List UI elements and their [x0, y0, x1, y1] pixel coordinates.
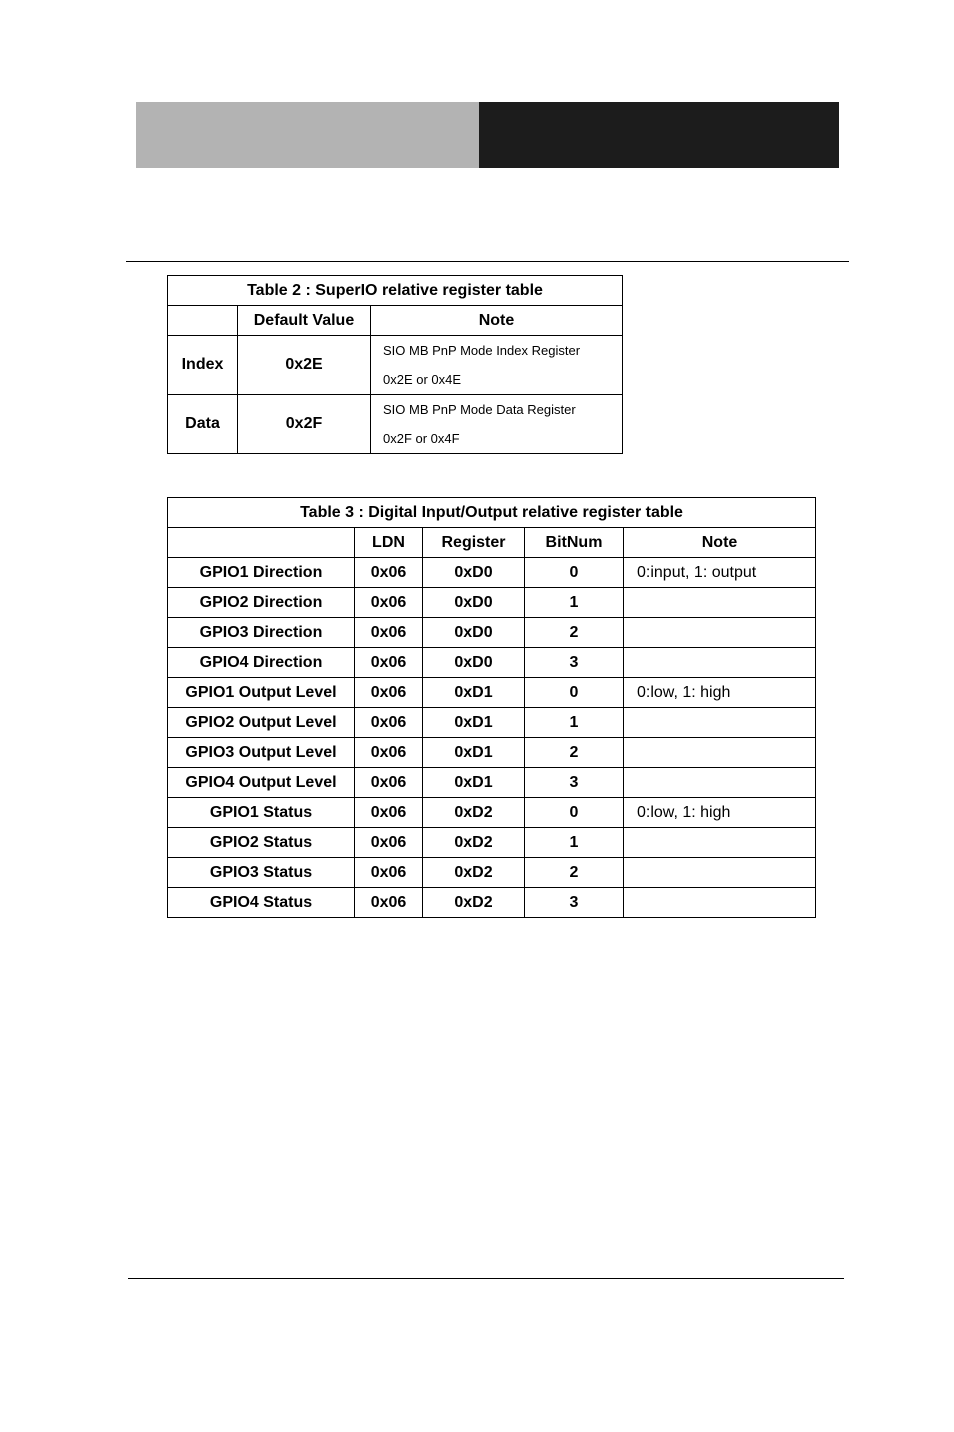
table-row — [168, 828, 816, 858]
cell-name: GPIO1 Status — [168, 798, 355, 828]
table2-header-note: Note — [371, 306, 623, 336]
cell-ldn: 0x06 — [355, 558, 423, 588]
cell-ldn: 0x06 — [355, 588, 423, 618]
row-note — [371, 336, 623, 395]
cell-register: 0xD0 — [423, 588, 525, 618]
table3-header-bitnum: BitNum — [525, 528, 624, 558]
table2-title: Table 2 : SuperIO relative register table — [168, 276, 623, 306]
cell-ldn: 0x06 — [355, 648, 423, 678]
cell-name: GPIO2 Status — [168, 828, 355, 858]
cell-name: GPIO3 Output Level — [168, 738, 355, 768]
cell-ldn: 0x06 — [355, 768, 423, 798]
cell-note — [624, 858, 816, 888]
table-row — [168, 588, 816, 618]
cell-register: 0xD0 — [423, 558, 525, 588]
row-note — [371, 395, 623, 454]
cell-bitnum: 3 — [525, 648, 624, 678]
table-row — [168, 768, 816, 798]
cell-note — [624, 768, 816, 798]
cell-bitnum: 1 — [525, 588, 624, 618]
table3-header-note: Note — [624, 528, 816, 558]
table2-header-blank — [168, 306, 238, 336]
cell-register: 0xD2 — [423, 858, 525, 888]
table-row — [168, 678, 816, 708]
cell-name: GPIO3 Direction — [168, 618, 355, 648]
cell-bitnum: 2 — [525, 858, 624, 888]
cell-note — [624, 708, 816, 738]
cell-note — [624, 888, 816, 918]
cell-register: 0xD1 — [423, 768, 525, 798]
row-value: 0x2E — [238, 336, 371, 395]
cell-bitnum: 1 — [525, 828, 624, 858]
cell-name: GPIO1 Output Level — [168, 678, 355, 708]
table-row — [168, 858, 816, 888]
cell-register: 0xD0 — [423, 618, 525, 648]
cell-bitnum: 1 — [525, 708, 624, 738]
cell-name: GPIO4 Output Level — [168, 768, 355, 798]
table-row — [168, 888, 816, 918]
row-note-line1: SIO MB PnP Mode Index Register — [383, 343, 581, 358]
cell-name: GPIO2 Direction — [168, 588, 355, 618]
superio-register-table — [167, 275, 623, 454]
cell-name: GPIO4 Direction — [168, 648, 355, 678]
table3-header-register: Register — [423, 528, 525, 558]
row-label: Index — [168, 336, 238, 395]
cell-ldn: 0x06 — [355, 858, 423, 888]
cell-note — [624, 738, 816, 768]
header-bar-right — [479, 102, 839, 168]
cell-ldn: 0x06 — [355, 708, 423, 738]
digital-io-register-table — [167, 497, 816, 918]
table3-header-ldn: LDN — [355, 528, 423, 558]
top-divider — [126, 261, 849, 262]
cell-name: GPIO1 Direction — [168, 558, 355, 588]
cell-register: 0xD2 — [423, 888, 525, 918]
cell-bitnum: 0 — [525, 558, 624, 588]
cell-ldn: 0x06 — [355, 828, 423, 858]
cell-bitnum: 2 — [525, 618, 624, 648]
table-row — [168, 336, 623, 395]
cell-note — [624, 618, 816, 648]
row-note-line2: 0x2E or 0x4E — [383, 372, 462, 387]
cell-bitnum: 0 — [525, 678, 624, 708]
cell-ldn: 0x06 — [355, 738, 423, 768]
cell-note: 0:input, 1: output — [624, 558, 816, 588]
bottom-divider — [128, 1278, 844, 1279]
row-label: Data — [168, 395, 238, 454]
cell-register: 0xD1 — [423, 678, 525, 708]
cell-name: GPIO4 Status — [168, 888, 355, 918]
cell-register: 0xD1 — [423, 708, 525, 738]
row-note-line1: SIO MB PnP Mode Data Register — [383, 402, 576, 417]
row-value: 0x2F — [238, 395, 371, 454]
table-row — [168, 708, 816, 738]
table-row — [168, 395, 623, 454]
cell-bitnum: 3 — [525, 768, 624, 798]
header-bar-left — [136, 102, 479, 168]
cell-note: 0:low, 1: high — [624, 798, 816, 828]
cell-ldn: 0x06 — [355, 678, 423, 708]
table-row — [168, 798, 816, 828]
table-row — [168, 618, 816, 648]
cell-ldn: 0x06 — [355, 798, 423, 828]
table3-header-blank — [168, 528, 355, 558]
cell-note — [624, 588, 816, 618]
table-row — [168, 738, 816, 768]
cell-bitnum: 3 — [525, 888, 624, 918]
cell-register: 0xD0 — [423, 648, 525, 678]
cell-register: 0xD1 — [423, 738, 525, 768]
cell-register: 0xD2 — [423, 828, 525, 858]
cell-ldn: 0x06 — [355, 888, 423, 918]
table-row — [168, 558, 816, 588]
table3-title: Table 3 : Digital Input/Output relative register table — [168, 498, 816, 528]
table-row — [168, 648, 816, 678]
cell-bitnum: 0 — [525, 798, 624, 828]
cell-note — [624, 648, 816, 678]
cell-name: GPIO2 Output Level — [168, 708, 355, 738]
cell-bitnum: 2 — [525, 738, 624, 768]
table2-header-default-value: Default Value — [238, 306, 371, 336]
cell-name: GPIO3 Status — [168, 858, 355, 888]
cell-register: 0xD2 — [423, 798, 525, 828]
cell-note: 0:low, 1: high — [624, 678, 816, 708]
cell-note — [624, 828, 816, 858]
cell-ldn: 0x06 — [355, 618, 423, 648]
row-note-line2: 0x2F or 0x4F — [383, 431, 460, 446]
